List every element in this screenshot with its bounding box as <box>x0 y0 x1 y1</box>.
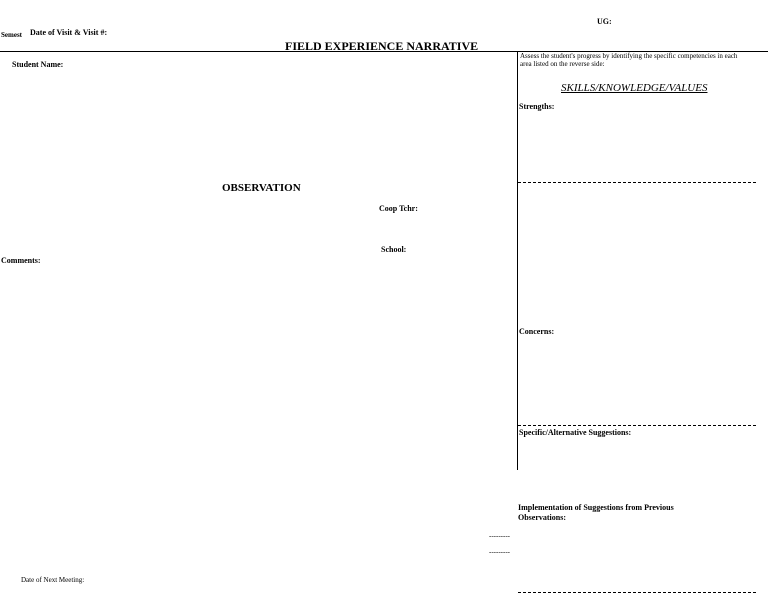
suggestions-label: Specific/Alternative Suggestions: <box>519 428 632 437</box>
ug-label: UG: <box>597 17 612 26</box>
implementation-label: Implementation of Suggestions from Previous Observations: <box>518 503 674 522</box>
blank-line: --------- <box>489 532 510 540</box>
skills-heading: SKILLS/KNOWLEDGE/VALUES <box>561 82 708 94</box>
student-name-label: Student Name: <box>12 60 64 69</box>
section-divider <box>518 425 756 426</box>
instructions-text: Assess the student's progress by identifying the specific competencies in each area listed on the reverse side: <box>520 52 738 68</box>
visit-date-label: Date of Visit & Visit #: <box>30 28 108 37</box>
strengths-label: Strengths: <box>519 102 555 111</box>
blank-line: --------- <box>489 548 510 556</box>
form-title: FIELD EXPERIENCE NARRATIVE <box>285 39 479 53</box>
next-meeting-label: Date of Next Meeting: <box>21 576 85 584</box>
comments-label: Comments: <box>1 256 41 265</box>
semester-label: Semest <box>1 31 22 39</box>
coop-teacher-label: Coop Tchr: <box>379 204 418 213</box>
section-divider <box>518 182 756 183</box>
column-divider <box>517 51 518 470</box>
section-divider <box>518 592 756 593</box>
observation-heading: OBSERVATION <box>222 182 301 194</box>
school-label: School: <box>381 245 407 254</box>
concerns-label: Concerns: <box>519 327 555 336</box>
